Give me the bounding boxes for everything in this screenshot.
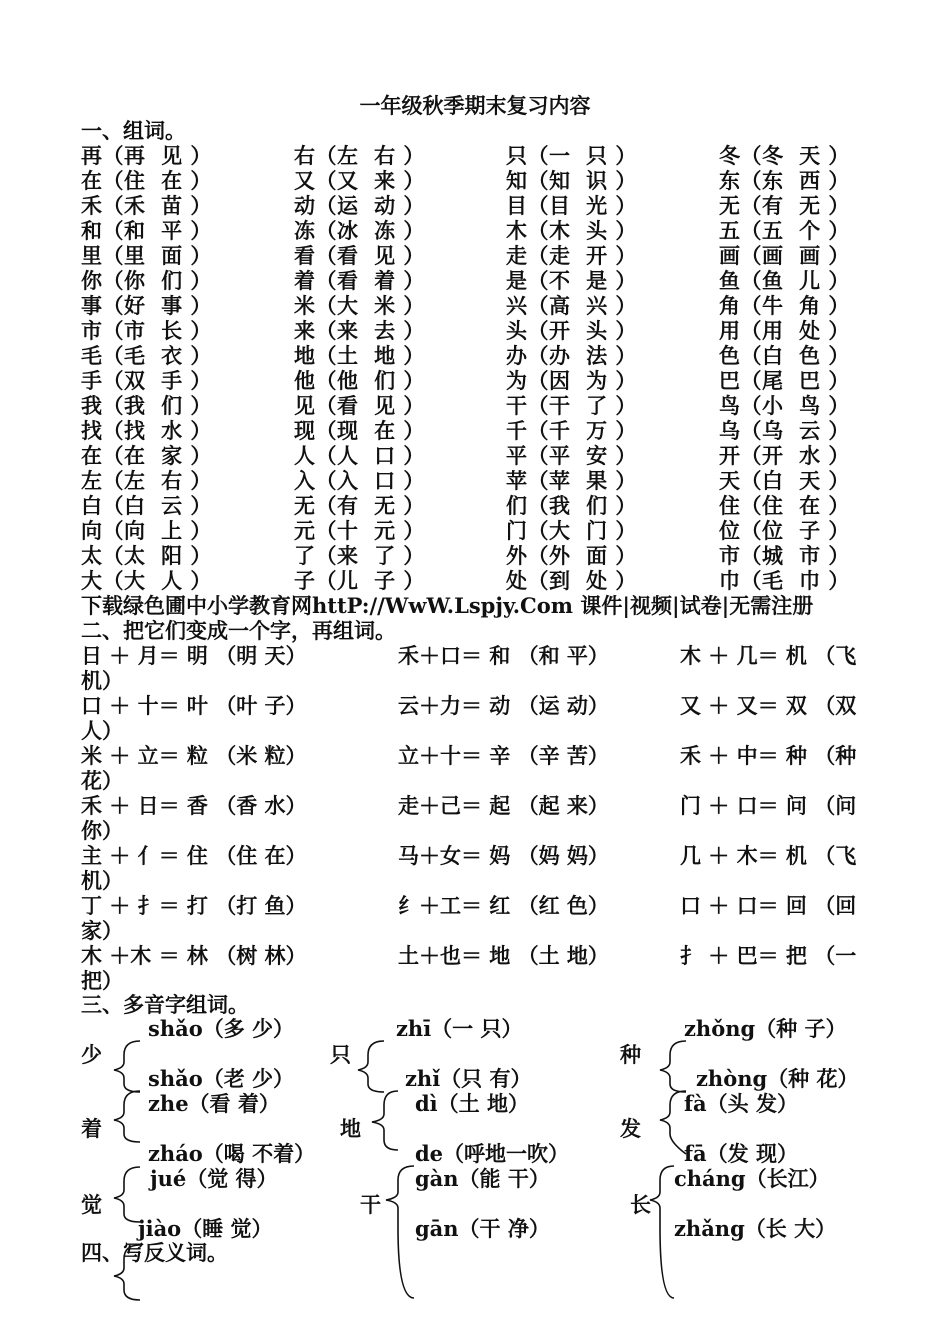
word-entry: 门（大 门 ） xyxy=(506,518,637,543)
word-entry: 色（白 色 ） xyxy=(719,343,850,368)
combo-entry: 几 ＋ 木＝ 机 （飞 xyxy=(680,843,857,868)
brace-zhe xyxy=(114,1091,140,1142)
combo-entry: 丁 ＋ 扌＝ 打 （打 鱼） xyxy=(81,893,307,918)
brace-di xyxy=(372,1091,398,1150)
word-entry: 向（向 上 ） xyxy=(81,518,212,543)
word-entry: 米（大 米 ） xyxy=(294,293,425,318)
polyphone-char: 干 xyxy=(360,1192,381,1217)
word-row xyxy=(0,343,950,368)
word-entry: 太（太 阳 ） xyxy=(81,543,212,568)
word-entry: 千（千 万 ） xyxy=(506,418,637,443)
word-entry: 天（白 天 ） xyxy=(719,468,850,493)
pinyin-word: jué（觉 得） xyxy=(150,1166,278,1191)
word-entry: 看（看 见 ） xyxy=(294,243,425,268)
word-entry: 知（知 识 ） xyxy=(506,168,637,193)
combo-row xyxy=(0,943,950,993)
pinyin-word: cháng（长江） xyxy=(674,1166,830,1191)
section2-heading: 二、把它们变成一个字，再组词。 xyxy=(81,618,396,643)
pinyin-word: de（呼地一吹） xyxy=(415,1141,570,1166)
download-banner-text: 下载绿色圃中小学教育网httP://WwW.Lspjy.Com 课件|视频|试卷|无需注册 xyxy=(81,593,814,618)
word-entry: 乌（乌 云 ） xyxy=(719,418,850,443)
combo-entry: 口 ＋ 口＝ 回 （回 xyxy=(680,893,857,918)
pinyin-word: zhe（看 着） xyxy=(148,1091,280,1116)
combo-entry: 云＋力＝ 动 （运 动） xyxy=(398,693,609,718)
word-entry: 你（你 们 ） xyxy=(81,268,212,293)
pinyin-word: zhǎng（长 大） xyxy=(674,1216,837,1241)
combo-row xyxy=(0,743,950,793)
word-entry: 在（住 在 ） xyxy=(81,168,212,193)
word-entry: 着（看 着 ） xyxy=(294,268,425,293)
combo-wrap-text: 机） xyxy=(81,668,123,693)
word-entry: 里（里 面 ） xyxy=(81,243,212,268)
combo-row xyxy=(0,893,950,943)
word-entry: 巴（尾 巴 ） xyxy=(719,368,850,393)
word-entry: 他（他 们 ） xyxy=(294,368,425,393)
section3-heading: 三、多音字组词。 xyxy=(81,992,249,1017)
combo-wrap-text: 把） xyxy=(81,968,123,993)
brace-gan xyxy=(386,1166,414,1298)
word-entry: 外（外 面 ） xyxy=(506,543,637,568)
word-entry: 位（位 子 ） xyxy=(719,518,850,543)
word-entry: 禾（禾 苗 ） xyxy=(81,193,212,218)
word-entry: 和（和 平 ） xyxy=(81,218,212,243)
word-entry: 市（市 长 ） xyxy=(81,318,212,343)
word-entry: 办（办 法 ） xyxy=(506,343,637,368)
word-entry: 鸟（小 鸟 ） xyxy=(719,393,850,418)
word-entry: 见（看 见 ） xyxy=(294,393,425,418)
brace-chang xyxy=(650,1166,674,1298)
combo-wrap-text: 家） xyxy=(81,918,123,943)
polyphone-char: 长 xyxy=(630,1192,651,1217)
word-entry: 手（双 手 ） xyxy=(81,368,212,393)
word-entry: 木（木 头 ） xyxy=(506,218,637,243)
word-row xyxy=(0,318,950,343)
word-row xyxy=(0,418,950,443)
word-entry: 住（住 在 ） xyxy=(719,493,850,518)
word-entry: 右（左 右 ） xyxy=(294,143,425,168)
word-entry: 人（人 口 ） xyxy=(294,443,425,468)
section4-heading: 四、写反义词。 xyxy=(81,1240,228,1265)
combo-entry: 土＋也＝ 地 （土 地） xyxy=(398,943,609,968)
word-entry: 用（用 处 ） xyxy=(719,318,850,343)
polyphone-char: 着 xyxy=(81,1116,102,1141)
word-entry: 兴（高 兴 ） xyxy=(506,293,637,318)
word-row xyxy=(0,393,950,418)
word-entry: 无（有 无 ） xyxy=(719,193,850,218)
combo-entry: 禾 ＋ 日＝ 香 （香 水） xyxy=(81,793,307,818)
page-title: 一年级秋季期末复习内容 xyxy=(359,93,591,118)
combo-entry: 日 ＋ 月＝ 明 （明 天） xyxy=(81,643,307,668)
word-entry: 冬（冬 天 ） xyxy=(719,143,850,168)
pinyin-word: jiào（睡 觉） xyxy=(138,1216,273,1241)
brace-jue xyxy=(114,1167,140,1222)
combo-row xyxy=(0,693,950,743)
combo-entry: 纟＋工＝ 红 （红 色） xyxy=(398,893,609,918)
word-row xyxy=(0,293,950,318)
brace-shao xyxy=(114,1041,140,1092)
word-entry: 目（目 光 ） xyxy=(506,193,637,218)
pinyin-word: zhǒng（种 子） xyxy=(684,1016,847,1041)
combo-row xyxy=(0,643,950,693)
word-entry: 地（土 地 ） xyxy=(294,343,425,368)
word-entry: 白（白 云 ） xyxy=(81,493,212,518)
word-entry: 无（有 无 ） xyxy=(294,493,425,518)
word-entry: 在（在 家 ） xyxy=(81,443,212,468)
pinyin-word: zhǐ（只 有） xyxy=(405,1066,532,1091)
word-row xyxy=(0,443,950,468)
word-entry: 画（画 画 ） xyxy=(719,243,850,268)
polyphone-char: 种 xyxy=(620,1042,641,1067)
word-row xyxy=(0,518,950,543)
word-entry: 找（找 水 ） xyxy=(81,418,212,443)
word-entry: 现（现 在 ） xyxy=(294,418,425,443)
combo-wrap-text: 机） xyxy=(81,868,123,893)
pinyin-word: fā（发 现） xyxy=(684,1141,798,1166)
word-entry: 再（再 见 ） xyxy=(81,143,212,168)
brace-fa xyxy=(660,1091,686,1154)
combo-entry: 禾＋口＝ 和 （和 平） xyxy=(398,643,609,668)
pinyin-word: zháo（喝 不着） xyxy=(148,1141,316,1166)
pinyin-word: fà（头 发） xyxy=(684,1091,798,1116)
word-entry: 是（不 是 ） xyxy=(506,268,637,293)
word-row xyxy=(0,193,950,218)
word-entry: 子（儿 子 ） xyxy=(294,568,425,593)
polyphone-char: 发 xyxy=(620,1116,641,1141)
word-row xyxy=(0,368,950,393)
combo-entry: 门 ＋ 口＝ 问 （问 xyxy=(680,793,857,818)
word-row xyxy=(0,143,950,168)
word-row xyxy=(0,468,950,493)
word-entry: 处（到 处 ） xyxy=(506,568,637,593)
combo-wrap-text: 你） xyxy=(81,818,123,843)
pinyin-word: shǎo（老 少） xyxy=(148,1066,295,1091)
word-entry: 动（运 动 ） xyxy=(294,193,425,218)
combo-entry: 木 ＋ 几＝ 机 （飞 xyxy=(680,643,857,668)
pinyin-word: gān（干 净） xyxy=(415,1216,550,1241)
word-row xyxy=(0,268,950,293)
combo-entry: 米 ＋ 立＝ 粒 （米 粒） xyxy=(81,743,307,768)
pinyin-word: dì（土 地） xyxy=(415,1091,529,1116)
combo-entry: 又 ＋ 又＝ 双 （双 xyxy=(680,693,857,718)
word-entry: 走（走 开 ） xyxy=(506,243,637,268)
word-entry: 只（一 只 ） xyxy=(506,143,637,168)
combo-row xyxy=(0,793,950,843)
word-row xyxy=(0,168,950,193)
combo-wrap-text: 花） xyxy=(81,768,123,793)
word-entry: 鱼（鱼 儿 ） xyxy=(719,268,850,293)
word-entry: 入（入 口 ） xyxy=(294,468,425,493)
word-row xyxy=(0,543,950,568)
combo-entry: 马＋女＝ 妈 （妈 妈） xyxy=(398,843,609,868)
word-entry: 了（来 了 ） xyxy=(294,543,425,568)
polyphone-char: 地 xyxy=(340,1116,361,1141)
word-entry: 来（来 去 ） xyxy=(294,318,425,343)
word-row xyxy=(0,493,950,518)
word-entry: 元（十 元 ） xyxy=(294,518,425,543)
word-entry: 们（我 们 ） xyxy=(506,493,637,518)
combo-wrap-text: 人） xyxy=(81,718,123,743)
word-entry: 左（左 右 ） xyxy=(81,468,212,493)
polyphone-char: 少 xyxy=(81,1042,102,1067)
combo-entry: 木 ＋木 ＝ 林 （树 林） xyxy=(81,943,307,968)
combo-row xyxy=(0,843,950,893)
polyphone-char: 觉 xyxy=(81,1192,102,1217)
word-entry: 开（开 水 ） xyxy=(719,443,850,468)
combo-entry: 口 ＋ 十＝ 叶 （叶 子） xyxy=(81,693,307,718)
word-row xyxy=(0,568,950,593)
word-entry: 巾（毛 巾 ） xyxy=(719,568,850,593)
word-row xyxy=(0,218,950,243)
word-entry: 苹（苹 果 ） xyxy=(506,468,637,493)
word-entry: 平（平 安 ） xyxy=(506,443,637,468)
word-entry: 我（我 们 ） xyxy=(81,393,212,418)
section1-heading: 一、组词。 xyxy=(81,118,186,143)
word-entry: 头（开 头 ） xyxy=(506,318,637,343)
word-entry: 又（又 来 ） xyxy=(294,168,425,193)
brace-zhong xyxy=(660,1041,686,1092)
pinyin-word: shǎo（多 少） xyxy=(148,1016,295,1041)
combo-entry: 主 ＋ 亻＝ 住 （住 在） xyxy=(81,843,307,868)
word-entry: 事（好 事 ） xyxy=(81,293,212,318)
combo-entry: 走＋己＝ 起 （起 来） xyxy=(398,793,609,818)
word-entry: 市（城 市 ） xyxy=(719,543,850,568)
combo-entry: 禾 ＋ 中＝ 种 （种 xyxy=(680,743,857,768)
combo-entry: 扌 ＋ 巴＝ 把 （一 xyxy=(680,943,857,968)
word-entry: 大（大 人 ） xyxy=(81,568,212,593)
brace-zhi xyxy=(358,1041,384,1092)
pinyin-word: gàn（能 干） xyxy=(415,1166,550,1191)
combo-entry: 立＋十＝ 辛 （辛 苦） xyxy=(398,743,609,768)
word-entry: 角（牛 角 ） xyxy=(719,293,850,318)
word-entry: 干（干 了 ） xyxy=(506,393,637,418)
word-entry: 五（五 个 ） xyxy=(719,218,850,243)
word-row xyxy=(0,243,950,268)
pinyin-word: zhòng（种 花） xyxy=(696,1066,859,1091)
word-entry: 冻（冰 冻 ） xyxy=(294,218,425,243)
polyphone-char: 只 xyxy=(330,1042,351,1067)
word-entry: 毛（毛 衣 ） xyxy=(81,343,212,368)
word-entry: 为（因 为 ） xyxy=(506,368,637,393)
pinyin-word: zhī（一 只） xyxy=(396,1016,523,1041)
word-entry: 东（东 西 ） xyxy=(719,168,850,193)
